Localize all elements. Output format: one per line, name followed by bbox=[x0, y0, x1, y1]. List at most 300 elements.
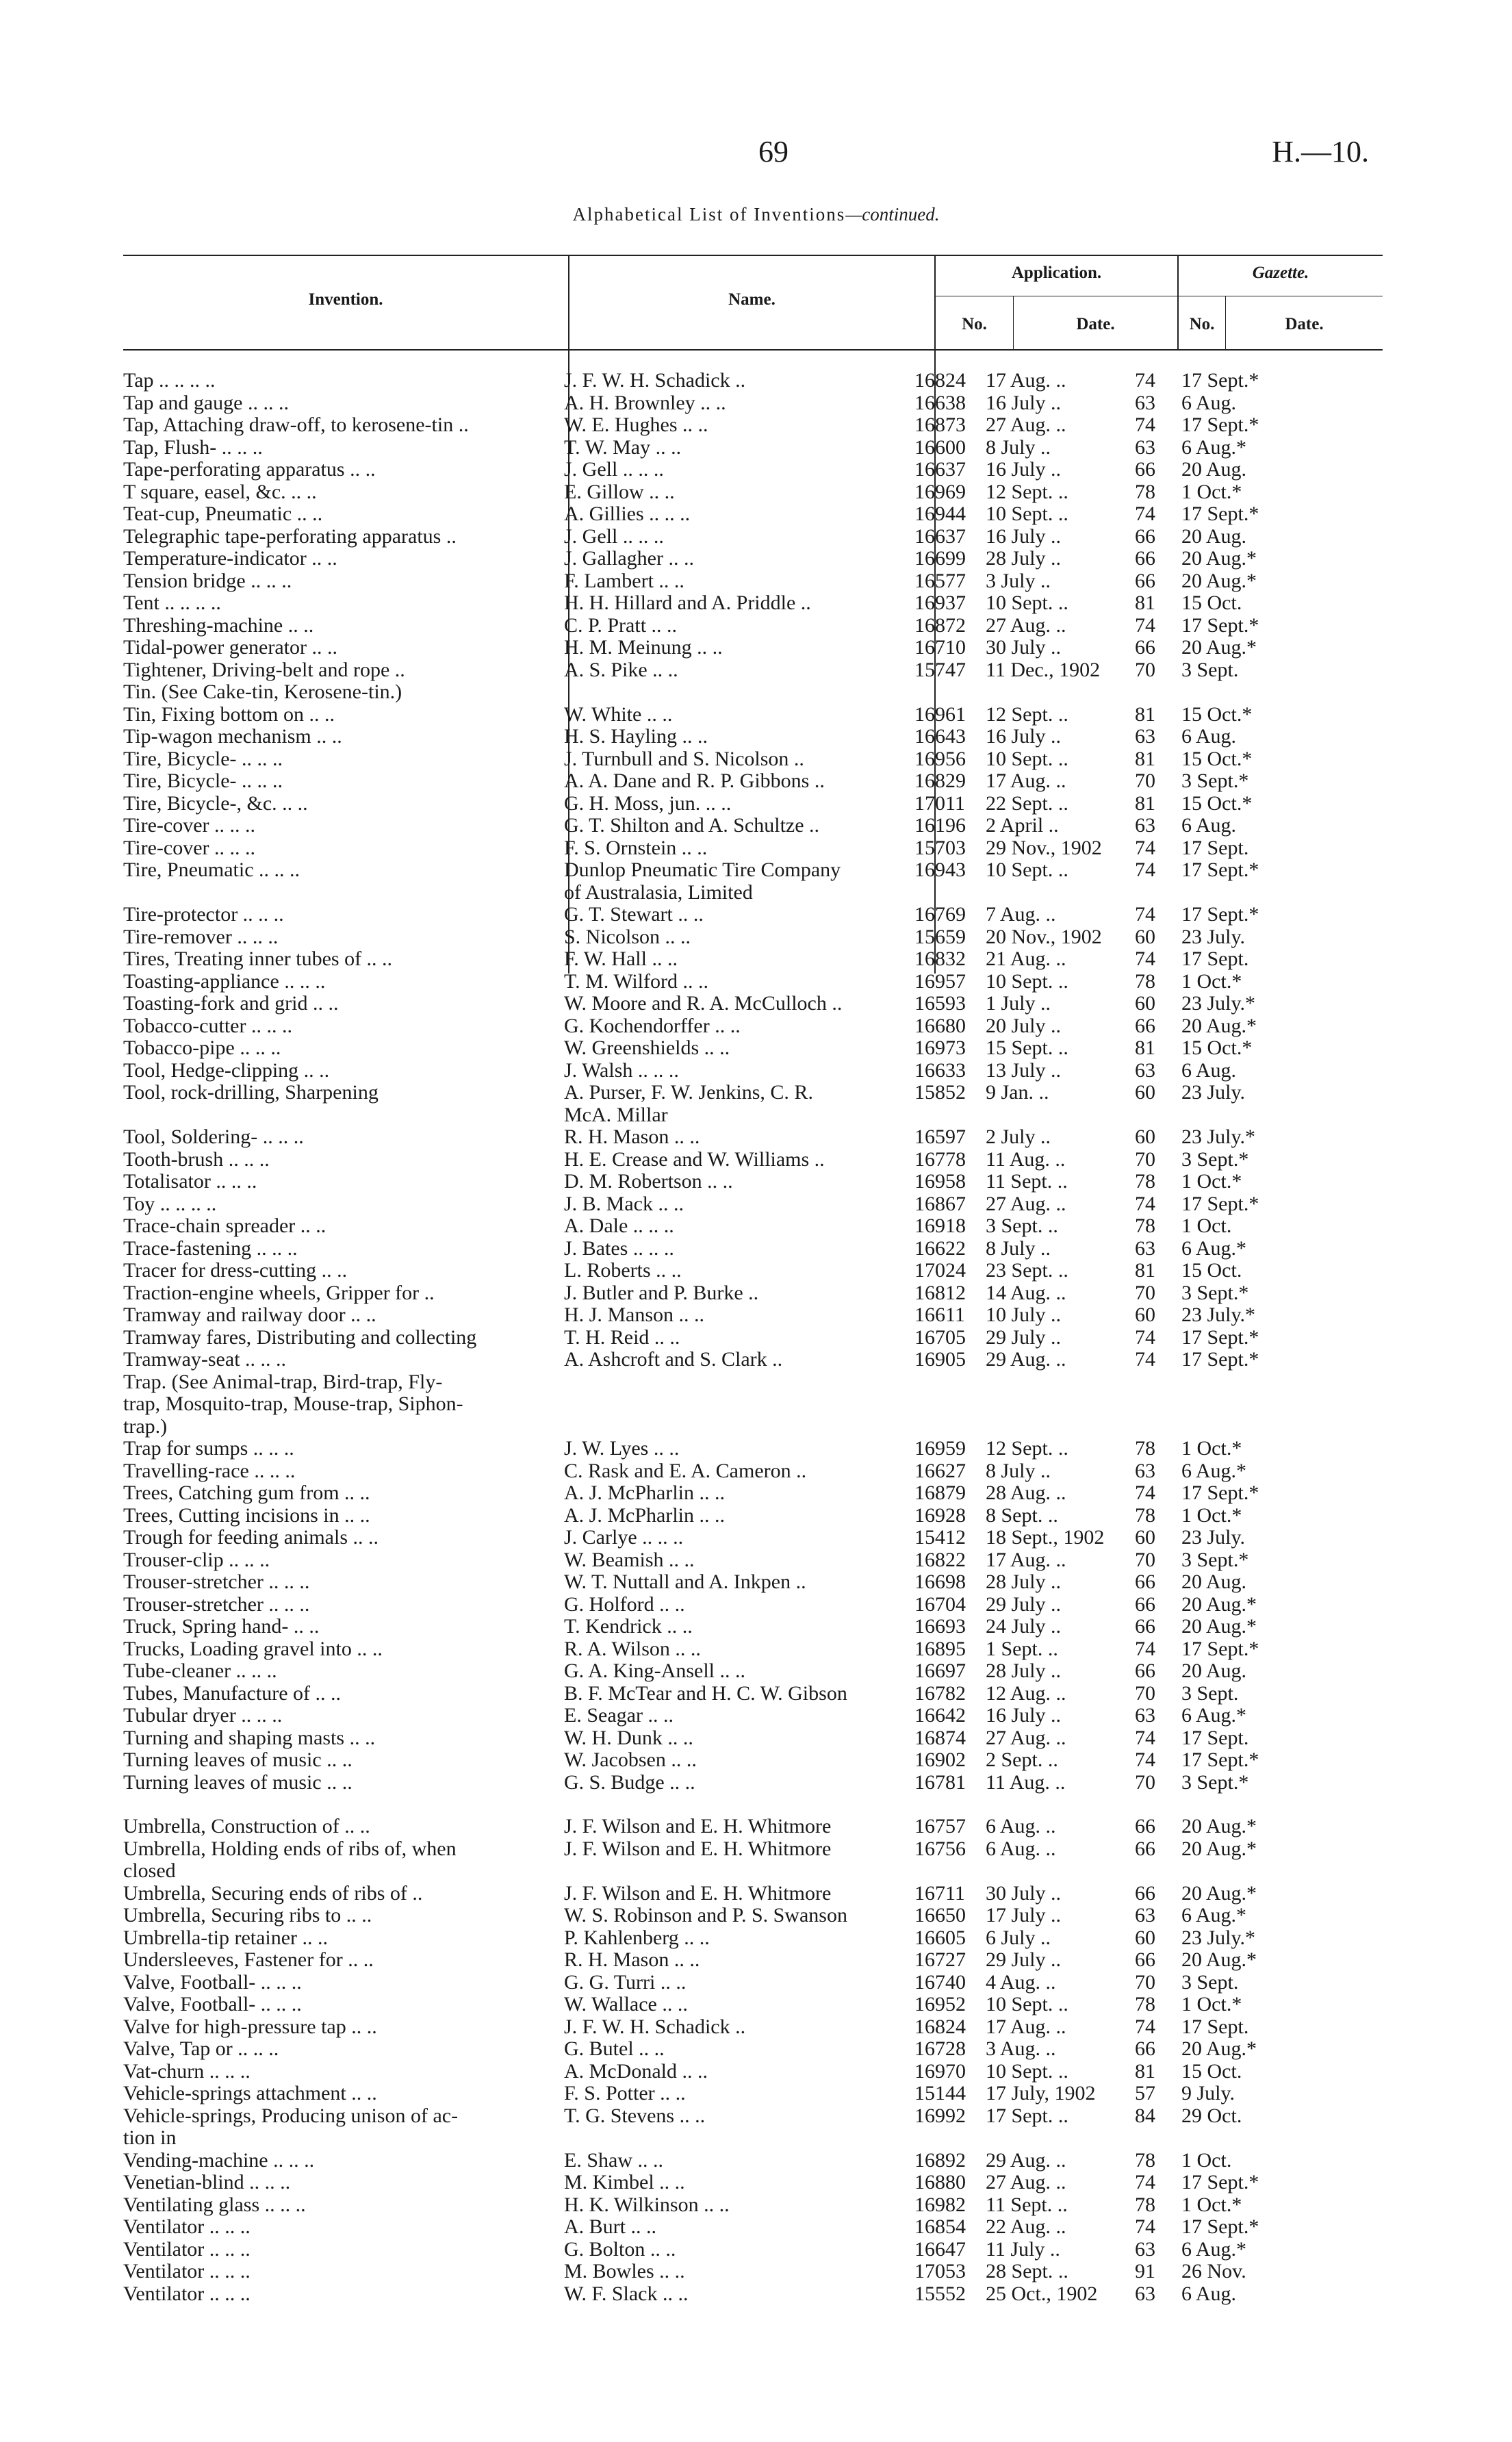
name-cell: R. A. Wilson .. .. bbox=[564, 1638, 701, 1660]
invention-cell bbox=[123, 1794, 564, 1816]
application-no-cell: 16961 bbox=[914, 703, 966, 726]
application-date-cell: 16 July .. bbox=[986, 392, 1062, 414]
name-cell: A. Gillies .. .. .. bbox=[564, 503, 691, 525]
gazette-no-cell: 78 bbox=[1135, 481, 1155, 503]
application-date-cell: 17 Aug. .. bbox=[986, 1549, 1066, 1571]
name-cell bbox=[564, 1393, 914, 1416]
invention-cell: Trees, Cutting incisions in .. .. bbox=[123, 1504, 370, 1527]
gazette-no-cell: 78 bbox=[1135, 2149, 1155, 2172]
gazette-no-cell: 60 bbox=[1135, 1126, 1155, 1148]
gazette-date-cell: 1 Oct.* bbox=[1181, 1438, 1242, 1460]
name-cell: J. F. W. H. Schadick .. bbox=[564, 370, 746, 392]
gazette-no-cell: 63 bbox=[1135, 2282, 1155, 2305]
name-cell: A. J. McPharlin .. .. bbox=[564, 1504, 725, 1527]
application-date-cell: 27 Aug. .. bbox=[986, 1727, 1066, 1749]
table-row bbox=[123, 1749, 1383, 1772]
application-date-cell: 16 July .. bbox=[986, 1705, 1062, 1727]
table-row bbox=[123, 971, 1383, 993]
gazette-no-cell: 78 bbox=[1135, 2193, 1155, 2216]
application-date-cell: 8 July .. bbox=[986, 1460, 1051, 1482]
invention-cell: closed bbox=[123, 1860, 176, 1882]
name-cell: T. Kendrick .. .. bbox=[564, 1616, 693, 1638]
application-date-cell: 10 July .. bbox=[986, 1304, 1062, 1326]
gazette-date-cell: 6 Aug. bbox=[1181, 815, 1237, 837]
application-date-cell: 3 Aug. .. bbox=[986, 2038, 1056, 2060]
application-no-cell: 16959 bbox=[914, 1438, 966, 1460]
application-no-cell: 16196 bbox=[914, 815, 966, 837]
application-no-cell: 16698 bbox=[914, 1571, 966, 1593]
table-row bbox=[123, 503, 1383, 526]
invention-cell: Tobacco-cutter .. .. .. bbox=[123, 1015, 292, 1037]
application-no-cell: 16854 bbox=[914, 2216, 966, 2238]
name-cell: R. H. Mason .. .. bbox=[564, 1126, 700, 1148]
table-row bbox=[123, 1327, 1383, 1349]
application-no-cell: 16782 bbox=[914, 1682, 966, 1705]
section-gap bbox=[123, 1794, 1383, 1816]
name-cell: J. Gell .. .. .. bbox=[564, 525, 664, 548]
table-row bbox=[123, 1037, 1383, 1060]
application-date-cell: 17 Sept. .. bbox=[986, 2104, 1068, 2127]
name-cell bbox=[564, 2127, 914, 2150]
name-cell: W. T. Nuttall and A. Inkpen .. bbox=[564, 1571, 806, 1593]
application-no-cell: 15144 bbox=[914, 2083, 966, 2104]
invention-cell: Tire, Bicycle- .. .. .. bbox=[123, 770, 283, 792]
gazette-date-cell: 20 Aug.* bbox=[1181, 1015, 1257, 1037]
invention-cell: Tooth-brush .. .. .. bbox=[123, 1148, 270, 1171]
application-no-cell: 16705 bbox=[914, 1326, 966, 1349]
gazette-no-cell: 74 bbox=[1135, 503, 1155, 525]
name-cell: A. S. Pike .. .. bbox=[564, 659, 678, 681]
gazette-no-cell: 74 bbox=[1135, 414, 1155, 436]
application-date-cell: 23 Sept. .. bbox=[986, 1260, 1068, 1282]
application-date-cell: 12 Sept. .. bbox=[986, 481, 1068, 503]
gazette-date-cell: 6 Aug. bbox=[1181, 2282, 1237, 2305]
gazette-no-cell: 78 bbox=[1135, 1171, 1155, 1193]
application-date-cell: 2 April .. bbox=[986, 815, 1059, 837]
application-no-cell: 15412 bbox=[914, 1527, 966, 1549]
name-cell: A. Dale .. .. .. bbox=[564, 1215, 674, 1237]
application-no-cell bbox=[914, 1416, 986, 1438]
application-no-cell: 16740 bbox=[914, 1971, 966, 1994]
table-row bbox=[123, 1104, 1383, 1127]
invention-cell: Tap .. .. .. .. bbox=[123, 370, 216, 392]
invention-cell: Umbrella, Holding ends of ribs of, when bbox=[123, 1837, 457, 1860]
application-no-cell bbox=[914, 1393, 986, 1416]
table-row bbox=[123, 459, 1383, 481]
application-date-cell: 15 Sept. .. bbox=[986, 1037, 1068, 1059]
application-no-cell: 16892 bbox=[914, 2149, 966, 2172]
gazette-date-cell bbox=[1181, 1860, 1383, 1883]
name-cell: G. H. Moss, jun. .. .. bbox=[564, 792, 732, 815]
table-row bbox=[123, 1482, 1383, 1505]
application-no-cell: 16969 bbox=[914, 481, 966, 503]
invention-cell: Tire-cover .. .. .. bbox=[123, 837, 256, 859]
name-cell: A. Burt .. .. bbox=[564, 2216, 656, 2238]
application-date-cell: 8 July .. bbox=[986, 436, 1051, 459]
application-date-cell: 14 Aug. .. bbox=[986, 1282, 1066, 1304]
name-cell: J. F. Wilson and E. H. Whitmore bbox=[564, 1882, 832, 1905]
application-date-cell: 12 Sept. .. bbox=[986, 703, 1068, 726]
application-date-cell: 12 Aug. .. bbox=[986, 1682, 1066, 1705]
table-row bbox=[123, 1260, 1383, 1282]
name-cell: G. T. Stewart .. .. bbox=[564, 904, 704, 926]
gazette-no-cell: 66 bbox=[1135, 1015, 1155, 1037]
table-row bbox=[123, 1349, 1383, 1371]
table-row bbox=[123, 592, 1383, 615]
application-date-cell bbox=[986, 1860, 1135, 1883]
invention-cell: Umbrella-tip retainer .. .. bbox=[123, 1926, 329, 1949]
table-row bbox=[123, 570, 1383, 593]
gazette-no-cell: 66 bbox=[1135, 525, 1155, 548]
invention-cell: Threshing-machine .. .. bbox=[123, 614, 314, 637]
name-cell: S. Nicolson .. .. bbox=[564, 926, 691, 948]
table-row bbox=[123, 1905, 1383, 1927]
name-cell: H. M. Meinung .. .. bbox=[564, 637, 723, 659]
table-row bbox=[123, 1193, 1383, 1216]
gazette-date-cell: 17 Sept.* bbox=[1181, 904, 1259, 926]
gazette-no-cell: 66 bbox=[1135, 1837, 1155, 1860]
application-no-cell: 16633 bbox=[914, 1059, 966, 1082]
gazette-date-cell: 15 Oct.* bbox=[1181, 703, 1253, 726]
application-date-cell: 28 Sept. .. bbox=[986, 2261, 1068, 2282]
application-no-cell bbox=[914, 681, 986, 704]
invention-cell: Umbrella, Construction of .. .. bbox=[123, 1816, 370, 1837]
name-cell: J. Carlye .. .. .. bbox=[564, 1527, 684, 1549]
gazette-no-cell: 91 bbox=[1135, 2261, 1155, 2282]
invention-cell: Trough for feeding animals .. .. bbox=[123, 1527, 379, 1549]
gazette-date-cell: 20 Aug.* bbox=[1181, 637, 1257, 659]
table-row bbox=[123, 2083, 1383, 2105]
invention-cell: Turning leaves of music .. .. bbox=[123, 1771, 353, 1794]
application-no-cell bbox=[914, 882, 986, 904]
gazette-date-cell: 23 July.* bbox=[1181, 993, 1256, 1015]
invention-cell: Trouser-stretcher .. .. .. bbox=[123, 1571, 310, 1593]
gazette-no-cell: 63 bbox=[1135, 2238, 1155, 2261]
inventions-table bbox=[123, 370, 1383, 2305]
gazette-date-cell: 3 Sept. bbox=[1181, 659, 1239, 681]
table-row bbox=[123, 1393, 1383, 1416]
application-date-cell: 2 Sept. .. bbox=[986, 1749, 1058, 1771]
application-date-cell: 17 Aug. .. bbox=[986, 370, 1066, 392]
application-no-cell: 16982 bbox=[914, 2193, 966, 2216]
invention-cell: Tin. (See Cake-tin, Kerosene-tin.) bbox=[123, 681, 402, 703]
gazette-no-cell: 66 bbox=[1135, 637, 1155, 659]
gazette-date-cell: 3 Sept.* bbox=[1181, 1771, 1249, 1794]
gazette-date-cell: 3 Sept. bbox=[1181, 1682, 1239, 1705]
application-no-cell: 16728 bbox=[914, 2038, 966, 2060]
application-no-cell: 16867 bbox=[914, 1193, 966, 1215]
invention-cell: Tidal-power generator .. .. bbox=[123, 637, 337, 659]
table-row bbox=[123, 392, 1383, 415]
name-cell: A. A. Dane and R. P. Gibbons .. bbox=[564, 770, 825, 792]
application-no-cell: 16895 bbox=[914, 1638, 966, 1660]
name-cell: C. Rask and E. A. Cameron .. bbox=[564, 1460, 807, 1482]
invention-cell bbox=[123, 1104, 564, 1127]
name-cell: G. Bolton .. .. bbox=[564, 2238, 676, 2261]
invention-cell bbox=[123, 882, 564, 904]
invention-cell: Trees, Catching gum from .. .. bbox=[123, 1482, 370, 1504]
table-row bbox=[123, 2194, 1383, 2217]
invention-cell: T square, easel, &c. .. .. bbox=[123, 481, 317, 503]
gazette-date-cell: 1 Oct. bbox=[1181, 2149, 1232, 2172]
application-date-cell: 30 July .. bbox=[986, 1882, 1062, 1905]
application-no-cell: 16822 bbox=[914, 1549, 966, 1571]
application-date-cell: 22 Sept. .. bbox=[986, 792, 1068, 815]
application-no-cell bbox=[914, 2127, 986, 2150]
name-cell: T. W. May .. .. bbox=[564, 436, 682, 459]
invention-cell: Trap for sumps .. .. .. bbox=[123, 1438, 294, 1460]
invention-cell: Travelling-race .. .. .. bbox=[123, 1460, 296, 1482]
application-date-cell: 17 July, 1902 bbox=[986, 2083, 1096, 2104]
name-cell: G. Butel .. .. bbox=[564, 2038, 665, 2060]
table-row bbox=[123, 1727, 1383, 1750]
gazette-no-cell: 70 bbox=[1135, 659, 1155, 681]
application-date-cell: 17 July .. bbox=[986, 1905, 1062, 1926]
invention-cell: Ventilating glass .. .. .. bbox=[123, 2193, 306, 2216]
invention-cell: trap, Mosquito-trap, Mouse-trap, Siphon- bbox=[123, 1393, 463, 1415]
gazette-no-cell: 63 bbox=[1135, 815, 1155, 837]
application-date-cell: 10 Sept. .. bbox=[986, 503, 1068, 525]
application-no-cell: 16637 bbox=[914, 525, 966, 548]
table-row bbox=[123, 1683, 1383, 1705]
invention-cell: Tap, Flush- .. .. .. bbox=[123, 436, 263, 459]
table-row bbox=[123, 548, 1383, 570]
application-date-cell: 11 Dec., 1902 bbox=[986, 659, 1101, 681]
application-date-cell: 9 Jan. .. bbox=[986, 1082, 1049, 1104]
name-cell: G. T. Shilton and A. Schultze .. bbox=[564, 815, 820, 837]
application-date-cell: 1 Sept. .. bbox=[986, 1638, 1058, 1660]
page-number: 69 bbox=[758, 135, 789, 168]
application-date-cell: 10 Sept. .. bbox=[986, 748, 1068, 770]
application-date-cell bbox=[986, 2127, 1135, 2150]
name-cell: W. Beamish .. .. bbox=[564, 1549, 695, 1571]
gazette-date-cell: 17 Sept.* bbox=[1181, 1638, 1259, 1660]
application-no-cell: 16778 bbox=[914, 1148, 966, 1171]
application-date-cell: 12 Sept. .. bbox=[986, 1438, 1068, 1460]
table-row bbox=[123, 1282, 1383, 1305]
application-no-cell: 16704 bbox=[914, 1593, 966, 1616]
gazette-no-cell: 70 bbox=[1135, 1682, 1155, 1705]
invention-cell: Tension bridge .. .. .. bbox=[123, 570, 292, 592]
table-row bbox=[123, 1594, 1383, 1616]
gazette-date-cell: 3 Sept. bbox=[1181, 1971, 1239, 1994]
name-cell: M. Bowles .. .. bbox=[564, 2261, 685, 2282]
application-date-cell: 30 July .. bbox=[986, 637, 1062, 659]
application-no-cell: 16824 bbox=[914, 2015, 966, 2038]
application-no-cell bbox=[914, 1104, 986, 1127]
invention-cell: trap.) bbox=[123, 1415, 168, 1438]
table-row bbox=[123, 904, 1383, 926]
application-no-cell: 16605 bbox=[914, 1926, 966, 1949]
table-row bbox=[123, 815, 1383, 837]
invention-cell: tion in bbox=[123, 2127, 177, 2149]
table-row bbox=[123, 1883, 1383, 1905]
gazette-no-cell bbox=[1135, 1860, 1181, 1883]
heading-continued: —continued. bbox=[845, 204, 940, 225]
gazette-date-cell: 23 July.* bbox=[1181, 1304, 1256, 1326]
application-no-cell: 16650 bbox=[914, 1905, 966, 1926]
application-no-cell: 16697 bbox=[914, 1660, 966, 1682]
gazette-no-cell: 78 bbox=[1135, 1504, 1155, 1527]
name-cell: H. E. Crease and W. Williams .. bbox=[564, 1148, 825, 1171]
application-date-cell: 28 July .. bbox=[986, 1660, 1062, 1682]
application-no-cell: 16970 bbox=[914, 2060, 966, 2083]
gazette-no-cell: 81 bbox=[1135, 748, 1155, 770]
application-date-cell: 7 Aug. .. bbox=[986, 904, 1056, 926]
table-row bbox=[123, 837, 1383, 860]
application-no-cell: 16905 bbox=[914, 1349, 966, 1371]
invention-cell: Valve, Football- .. .. .. bbox=[123, 1994, 302, 2015]
heading-title: Alphabetical List of Inventions bbox=[572, 204, 846, 225]
application-date-cell: 20 Nov., 1902 bbox=[986, 926, 1102, 948]
gazette-no-cell: 74 bbox=[1135, 859, 1155, 881]
name-cell: H. S. Hayling .. .. bbox=[564, 726, 708, 748]
application-date-cell: 28 July .. bbox=[986, 548, 1062, 570]
application-no-cell: 16928 bbox=[914, 1504, 966, 1527]
application-no-cell: 16943 bbox=[914, 859, 966, 881]
gazette-no-cell: 74 bbox=[1135, 2216, 1155, 2238]
application-date-cell: 29 July .. bbox=[986, 1326, 1062, 1349]
gazette-no-cell: 66 bbox=[1135, 1571, 1155, 1593]
name-cell: J. Gallagher .. .. bbox=[564, 548, 694, 570]
invention-cell: Tip-wagon mechanism .. .. bbox=[123, 726, 342, 748]
name-cell: H. K. Wilkinson .. .. bbox=[564, 2193, 730, 2216]
application-no-cell: 16880 bbox=[914, 2172, 966, 2193]
name-cell: G. G. Turri .. .. bbox=[564, 1971, 687, 1994]
gazette-date-cell: 3 Sept.* bbox=[1181, 1282, 1249, 1304]
gazette-date-cell: 3 Sept.* bbox=[1181, 1549, 1249, 1571]
gazette-date-cell: 6 Aug.* bbox=[1181, 1237, 1247, 1260]
gazette-date-cell bbox=[1181, 1416, 1383, 1438]
gazette-no-cell: 70 bbox=[1135, 1971, 1155, 1994]
table-row bbox=[123, 1238, 1383, 1260]
col-header-app-no: No. bbox=[962, 315, 987, 333]
application-date-cell: 28 July .. bbox=[986, 1571, 1062, 1593]
gazette-no-cell: 78 bbox=[1135, 1994, 1155, 2015]
col-header-gaz-date: Date. bbox=[1285, 315, 1324, 333]
invention-cell: Truck, Spring hand- .. .. bbox=[123, 1616, 320, 1638]
invention-cell: Venetian-blind .. .. .. bbox=[123, 2172, 291, 2193]
application-date-cell: 29 Aug. .. bbox=[986, 1349, 1066, 1371]
invention-cell: Turning leaves of music .. .. bbox=[123, 1749, 353, 1771]
gazette-date-cell: 1 Oct.* bbox=[1181, 2193, 1242, 2216]
invention-cell: Ventilator .. .. .. bbox=[123, 2282, 251, 2305]
table-row bbox=[123, 481, 1383, 504]
gazette-no-cell: 81 bbox=[1135, 2060, 1155, 2083]
gazette-date-cell: 6 Aug.* bbox=[1181, 1460, 1247, 1482]
invention-cell: Tent .. .. .. .. bbox=[123, 592, 221, 614]
application-no-cell: 16812 bbox=[914, 1282, 966, 1304]
name-cell: W. S. Robinson and P. S. Swanson bbox=[564, 1905, 847, 1926]
application-no-cell: 16577 bbox=[914, 570, 966, 592]
gazette-date-cell: 20 Aug.* bbox=[1181, 1837, 1257, 1860]
gazette-no-cell: 66 bbox=[1135, 459, 1155, 481]
gazette-no-cell: 60 bbox=[1135, 1926, 1155, 1949]
gazette-date-cell: 20 Aug.* bbox=[1181, 548, 1257, 570]
application-no-cell: 16756 bbox=[914, 1837, 966, 1860]
name-cell bbox=[564, 1794, 914, 1816]
gazette-date-cell: 3 Sept.* bbox=[1181, 770, 1249, 792]
gazette-no-cell: 66 bbox=[1135, 2038, 1155, 2060]
application-no-cell: 15852 bbox=[914, 1082, 966, 1104]
application-date-cell bbox=[986, 681, 1135, 704]
gazette-no-cell: 78 bbox=[1135, 970, 1155, 993]
name-cell: F. S. Potter .. .. bbox=[564, 2083, 686, 2104]
application-date-cell: 11 Sept. .. bbox=[986, 1171, 1068, 1193]
name-cell: T. H. Reid .. .. bbox=[564, 1326, 680, 1349]
application-no-cell: 16824 bbox=[914, 370, 966, 392]
name-cell: A. Purser, F. W. Jenkins, C. R. bbox=[564, 1082, 813, 1104]
application-date-cell bbox=[986, 1393, 1135, 1416]
name-cell: J. F. Wilson and E. H. Whitmore bbox=[564, 1837, 832, 1860]
gazette-date-cell: 6 Aug. bbox=[1181, 392, 1237, 414]
gazette-date-cell: 20 Aug.* bbox=[1181, 2038, 1257, 2060]
gazette-date-cell: 1 Oct.* bbox=[1181, 1504, 1242, 1527]
gazette-no-cell: 78 bbox=[1135, 1215, 1155, 1237]
table-row bbox=[123, 1149, 1383, 1171]
table-row bbox=[123, 1571, 1383, 1594]
application-date-cell: 20 July .. bbox=[986, 1015, 1062, 1037]
application-date-cell: 27 Aug. .. bbox=[986, 414, 1066, 436]
table-row bbox=[123, 1304, 1383, 1327]
table-row bbox=[123, 2216, 1383, 2239]
application-no-cell: 16781 bbox=[914, 1771, 966, 1794]
table-row bbox=[123, 1638, 1383, 1661]
table-row bbox=[123, 526, 1383, 548]
table-row bbox=[123, 437, 1383, 459]
gazette-date-cell: 15 Oct. bbox=[1181, 2060, 1242, 2083]
invention-cell: Tap and gauge .. .. .. bbox=[123, 392, 289, 414]
invention-cell: Tool, Soldering- .. .. .. bbox=[123, 1126, 304, 1148]
gazette-no-cell bbox=[1135, 1393, 1181, 1416]
application-no-cell: 16874 bbox=[914, 1727, 966, 1749]
header-bottom-rule bbox=[123, 349, 1383, 351]
table-row bbox=[123, 370, 1383, 392]
table-row bbox=[123, 615, 1383, 637]
invention-cell: Tire-protector .. .. .. bbox=[123, 904, 284, 926]
gazette-no-cell: 74 bbox=[1135, 1349, 1155, 1371]
name-cell: G. S. Budge .. .. bbox=[564, 1771, 695, 1794]
gazette-no-cell: 60 bbox=[1135, 1304, 1155, 1326]
table-row bbox=[123, 1816, 1383, 1838]
application-date-cell: 16 July .. bbox=[986, 459, 1062, 481]
application-no-cell: 16597 bbox=[914, 1126, 966, 1148]
gazette-date-cell: 20 Aug.* bbox=[1181, 1593, 1257, 1616]
application-date-cell: 3 Sept. .. bbox=[986, 1215, 1058, 1237]
gazette-date-cell: 17 Sept.* bbox=[1181, 614, 1259, 637]
gazette-date-cell: 9 July. bbox=[1181, 2083, 1235, 2104]
table-row bbox=[123, 659, 1383, 682]
table-row bbox=[123, 1438, 1383, 1460]
gazette-no-cell bbox=[1135, 882, 1181, 904]
table-row bbox=[123, 748, 1383, 771]
invention-cell: Tobacco-pipe .. .. .. bbox=[123, 1037, 281, 1059]
gazette-date-cell: 6 Aug.* bbox=[1181, 436, 1247, 459]
col-header-gazette: Gazette. bbox=[1252, 264, 1309, 282]
gazette-no-cell: 63 bbox=[1135, 392, 1155, 414]
gazette-date-cell bbox=[1181, 1794, 1383, 1816]
application-no-cell: 16958 bbox=[914, 1171, 966, 1193]
application-no-cell: 16622 bbox=[914, 1237, 966, 1260]
application-date-cell: 6 Aug. .. bbox=[986, 1816, 1056, 1837]
application-no-cell: 16757 bbox=[914, 1816, 966, 1837]
invention-cell: Tires, Treating inner tubes of .. .. bbox=[123, 948, 393, 970]
table-row bbox=[123, 793, 1383, 815]
name-cell: McA. Millar bbox=[564, 1104, 668, 1126]
gazette-date-cell: 17 Sept.* bbox=[1181, 1482, 1259, 1504]
invention-cell: Tire, Pneumatic .. .. .. bbox=[123, 859, 300, 881]
name-cell: F. W. Hall .. .. bbox=[564, 948, 678, 970]
